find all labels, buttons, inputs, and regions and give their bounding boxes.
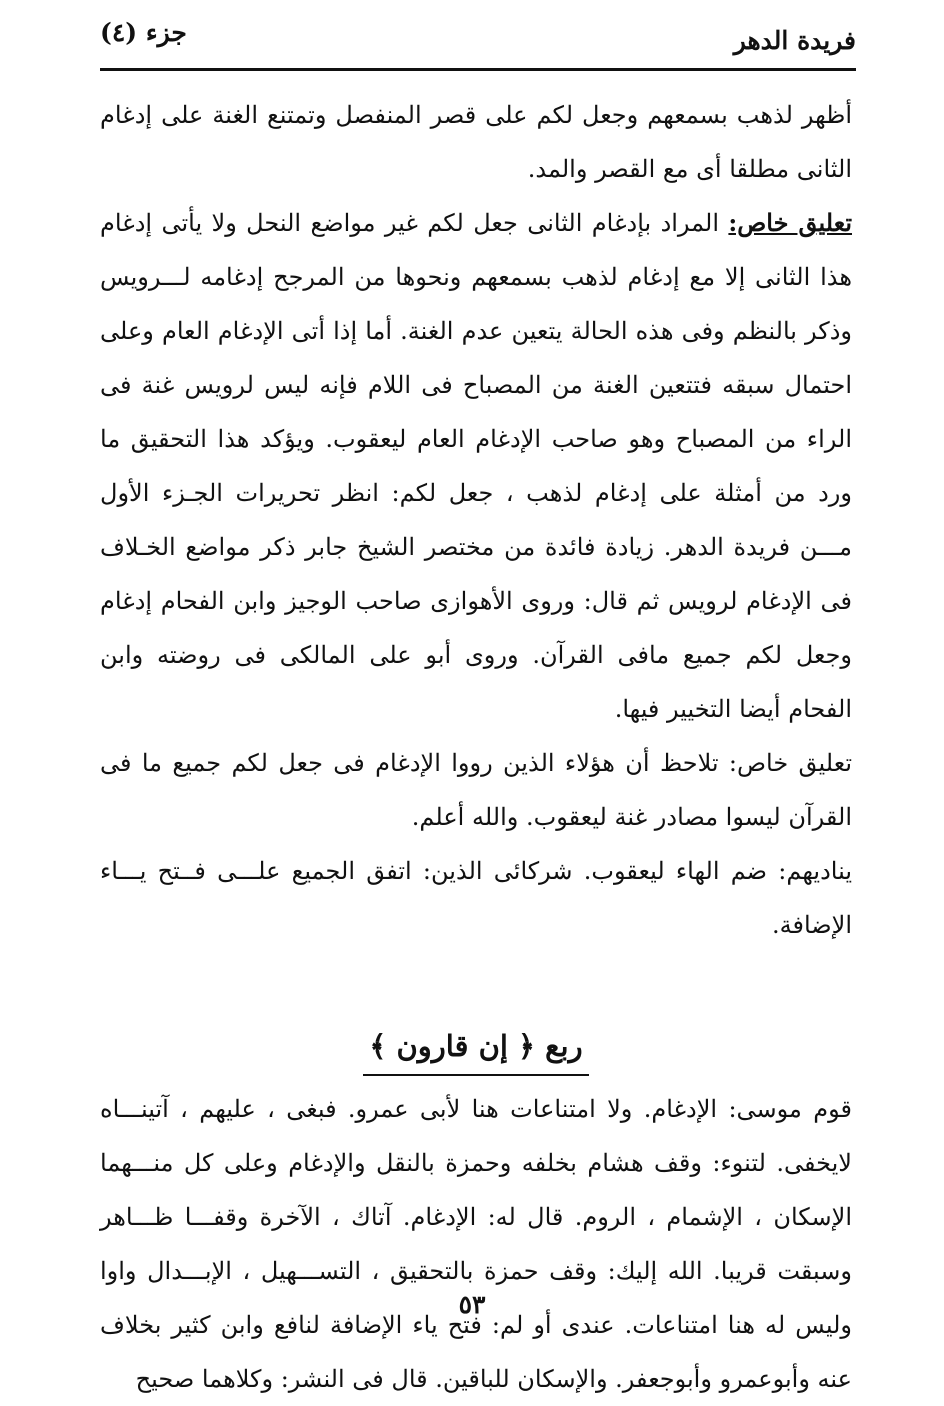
section-title: ربع ﴿ إن قارون ﴾ [363,1020,588,1076]
main-text [100,88,852,1406]
page-number: ٥٣ [458,1290,486,1319]
note-text: المراد بإدغام الثانى جعل لكم غير مواضع النحل ولا يأتى إدغام هذا الثانى إلا مع إدغام لذهب بسمعهم ونحوها من المرجح إدغامه لـــرويس وذكر بالنظم وفى هذه الحالة يتعين عدم الغنة. أما إذا أتى الإدغام العام وعلى احتمال سبقه فتتعين الغنة من المصباح فى اللام فإنه ليس لرويس غنة فى الراء من المصباح وهو صاحب الإدغام العام ليعقوب. ويؤكد هذا التحقيق ما ورد من أمثلة على إدغام لذهب ، جعل لكم: انظر تحريرات الجـزء الأول مـــن فريدة الدهر. زيادة فائدة من مختصر الشيخ جابر ذكر مواضع الخـلاف فى الإدغام لرويس ثم قال: وروى الأهوازى صاحب الوجيز وابن الفحام إدغام وجعل لكم جميع مافى القرآن. وروى أبو على المالكى فى روضته وابن الفحام أيضا التخيير فيها. [100,209,852,723]
section-heading [100,1020,852,1076]
running-header [100,16,856,71]
part-number: جزء (٤) [100,18,187,47]
paragraph-2 [100,196,852,736]
section-paragraph-1: قوم موسى: الإدغام. ولا امتناعات هنا لأبى عمرو. فبغى ، عليهم ، آتينـــاه لايخفى. لتنوء: وقف هشام بخلفه وحمزة بالنقل والإدغام وعلى كل منـــهما الإسكان ، الإشمام ، الروم. قال له: الإدغام. آتاك ، الآخرة وقفـــا ظـــاهر وسبقت قريبا. الله إليك: وقف حمزة بالتحقيق ، التســـهيل ، الإبـــدال واوا وليس له هنا امتناعات. عندى أو لم: فتح ياء الإضافة لنافع وابن كثير بخلاف عنه وأبوعمرو وأبوجعفر. والإسكان للباقين. قال فى النشر: وكلاهما صحيح [100,1095,852,1393]
paragraph-1: أظهر لذهب بسمعهم وجعل لكم على قصر المنفصل وتمتنع الغنة على إدغام الثانى مطلقا أى مع القصر والمد. [100,101,852,183]
book-title: فريدة الدهر [733,26,856,55]
paragraph-3: تعليق خاص: تلاحظ أن هؤلاء الذين رووا الإدغام فى جعل لكم جميع ما فى القرآن ليسوا مصادر غنة ليعقوب. والله أعلم. [100,749,853,831]
note-label: تعليق خاص: [728,208,852,237]
paragraph-4: يناديهم: ضم الهاء ليعقوب. شركائى الذين: اتفق الجميع علـــى فــتح يـــاء الإضافة. [100,857,852,939]
